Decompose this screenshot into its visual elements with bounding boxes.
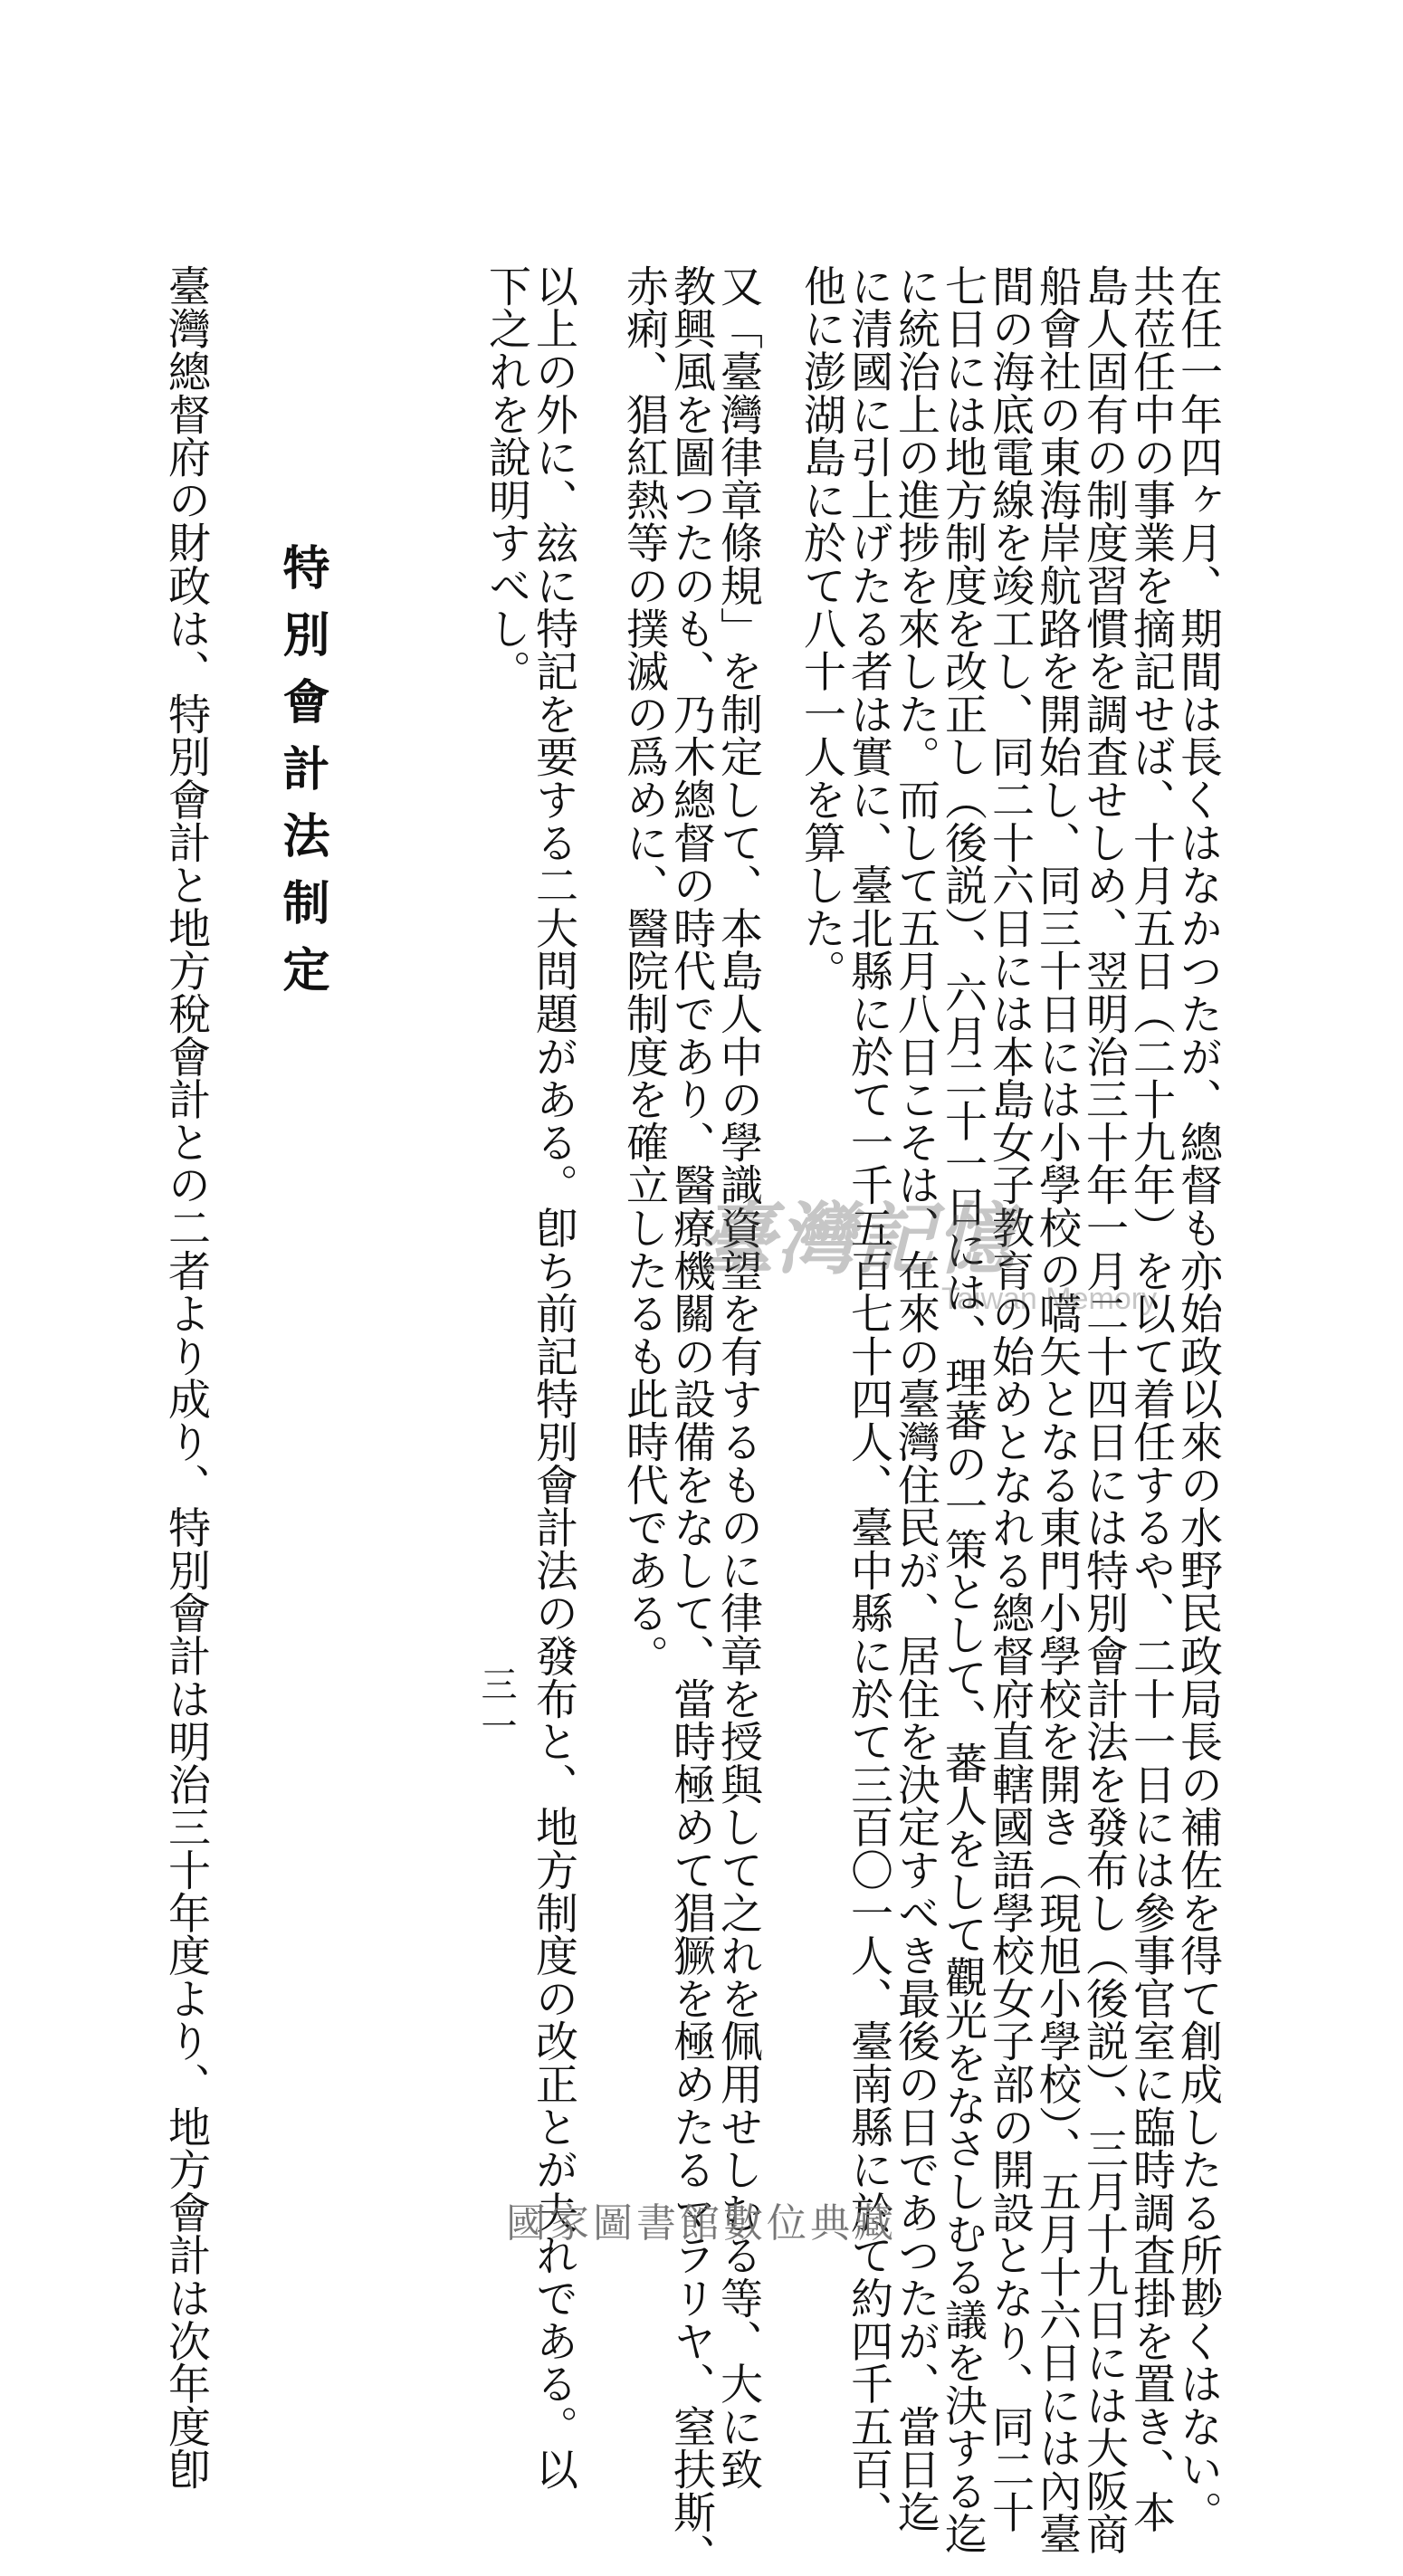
watermark-english: Taiwan Memory bbox=[941, 1282, 1158, 1316]
text-column-3: 島人固有の制度習慣を調査せしめ、翌明治三十年一月二十四日には特別會計法を發布し（後説）、三月十九日には大阪商 bbox=[1079, 264, 1129, 2555]
text-column-11: 教興風を圖つたのも、乃木總督の時代であり、醫療機關の設備をなして、當時極めて猖獗を極めたるマラリヤ、窒扶斯、 bbox=[666, 264, 716, 2576]
text-column-6: 七日には地方制度を改正し（後説）、六月二十一日には、理蕃の一策として、蕃人をして觀光をなさしむる議を決する迄 bbox=[938, 264, 988, 2555]
watermark-chinese: 臺灣記憶 bbox=[697, 1194, 1016, 1285]
text-column-15: 臺灣總督府の財政は、特別會計と地方稅會計との二者より成り、特別會計は明治三十年度より、地方會計は次年度卽 bbox=[161, 264, 211, 2491]
text-column-2: 共莅任中の事業を摘記せば、十月五日（二十九年）を以て着任するや、二十一日には參事官室に臨時調査掛を置き、本 bbox=[1126, 264, 1176, 2533]
section-heading: 特別會計法制定 bbox=[274, 543, 329, 1012]
text-column-7: に統治上の進捗を來した。而して五月八日こそは、在來の臺灣住民が、居住を決定すべき最後の日であつたが、當日迄 bbox=[891, 264, 940, 2533]
text-column-8: に清國に引上げたる者は實に、臺北縣に於て一千五百七十四人、臺中縣に於て三百〇一人、臺南縣に於て約四千五百、 bbox=[844, 264, 893, 2533]
text-column-5: 間の海底電線を竣工し、同二十六日には本島女子教育の始めとなれる總督府直轄國語學校女子部の開設となり、同二十 bbox=[985, 264, 1035, 2533]
text-column-10: 又「臺灣律章條規」を制定して、本島人中の學識資望を有するものに律章を授與して之れを佩用せしむる等、大に致 bbox=[713, 264, 763, 2491]
text-column-14: 下之れを說明すべし。 bbox=[482, 264, 531, 692]
text-column-9: 他に澎湖島に於て八十一人を算した。 bbox=[797, 264, 846, 993]
page-number: 三一 bbox=[475, 1665, 517, 1749]
text-column-4: 船會社の東海岸航路を開始し、同三十日には小學校の嚆矢となる東門小學校を開き（現旭小學校）、五月十六日には內臺 bbox=[1032, 264, 1082, 2555]
footer-caption: 國家圖書館數位典藏 bbox=[506, 2200, 897, 2247]
text-column-13: 以上の外に、玆に特記を要する二大問題がある。卽ち前記特別會計法の發布と、地方制度の改正とが夫れである。以 bbox=[529, 264, 578, 2491]
text-column-1: 在任一年四ヶ月、期間は長くはなかつたが、總督も亦始政以來の水野民政局長の補佐を得て創成したる所尠くはない。 bbox=[1173, 264, 1223, 2533]
text-column-12: 赤痢、猖紅熱等の撲滅の爲めに、醫院制度を確立したるも此時代である。 bbox=[619, 264, 669, 1677]
